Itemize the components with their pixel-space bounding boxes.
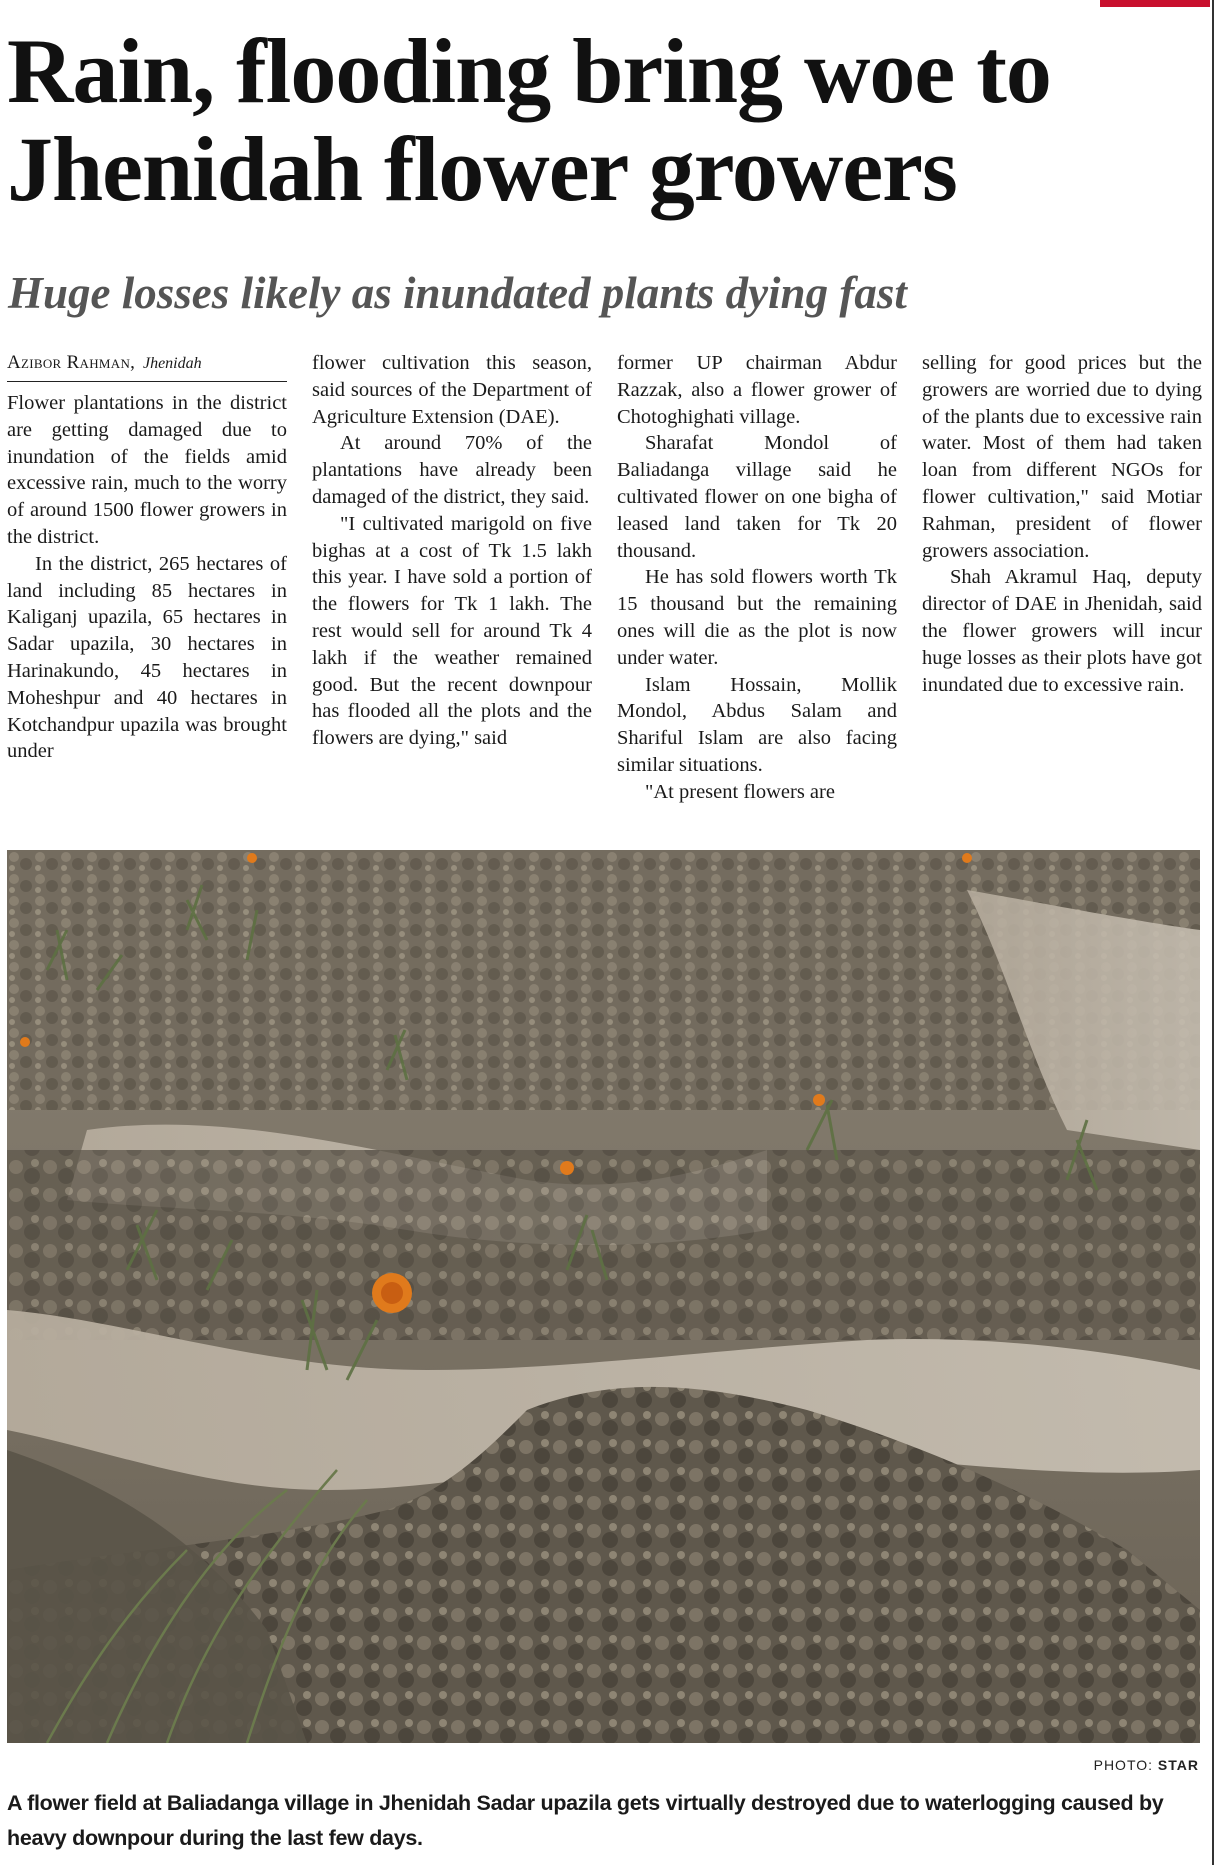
paragraph: Sharafat Mondol of Baliadanga village said he cultivated flower on one bigha of leased land taken for Tk 20 thousand. [617,432,897,562]
paragraph: He has sold flowers worth Tk 15 thousand but the remaining ones will die as the plot is now under water. [617,566,897,669]
paragraph: Flower plantations in the district are getting damaged due to inundation of the fields amid excessive rain, much to the worry of around 1500 flower growers in the district. [7,392,287,548]
photo-caption: A flower field at Baliadanga village in Jhenidah Sadar upazila gets virtually destroyed due to waterlogging caused by heavy downpour during the last few days. [7,1791,1164,1850]
byline [7,350,287,382]
paragraph: selling for good prices but the growers are worried due to dying of the plants due to excessive rain water. Most of them had taken loan from different NGOs for flower cultivation," said Motiar Rahman, president of flower growers association. [922,352,1202,562]
subheadline: Huge losses likely as inundated plants dying fast [8,268,907,318]
photo-illustration [7,850,1200,1743]
marigold-flower [20,1037,30,1047]
marigold-flower [247,853,257,863]
paragraph: Shah Akramul Haq, deputy director of DAE in Jhenidah, said the flower growers will incur huge losses as their plots have got inundated due to excessive rain. [922,566,1202,696]
paragraph: flower cultivation this season, said sources of the Department of Agriculture Extension (DAE). [312,352,592,428]
marigold-flower [560,1161,574,1175]
article-body [7,350,1205,835]
photo-credit-prefix: PHOTO: [1093,1757,1154,1773]
byline-location: Jhenidah [142,355,202,372]
byline-author: Azibor Rahman, [7,352,136,373]
news-photo-flooded-flower-field [7,850,1200,1743]
photo-credit-source: STAR [1157,1757,1199,1773]
article-column-3 [617,350,897,835]
mud-ridge-middle [7,1150,1200,1340]
article-column-4 [922,350,1202,835]
photo-credit [1094,1757,1199,1773]
paragraph: "At present flowers are [645,780,835,803]
paragraph: former UP chairman Abdur Razzak, also a flower grower of Chotoghighati village. [617,352,897,428]
marigold-flower [962,853,972,863]
marigold-flower-center [381,1282,403,1304]
paragraph: Islam Hossain, Mollik Mondol, Abdus Salam and Shariful Islam are also facing similar situations. [617,673,897,776]
headline: Rain, flooding bring woe to Jhenidah flower growers [7,20,1051,220]
paragraph: "I cultivated marigold on five bighas at a cost of Tk 1.5 lakh this year. I have sold a portion of the flowers for Tk 1 lakh. The rest would sell for around Tk 4 lakh if the weather remained good. But the recent downpour has flooded all the plots and the flowers are dying," said [312,512,592,750]
article-column-1 [7,350,287,835]
marigold-flower [813,1094,825,1106]
paragraph: In the district, 265 hectares of land including 85 hectares in Kaliganj upazila, 65 hectares in Sadar upazila, 30 hectares in Harinakundo, 45 hectares in Moheshpur and 40 hectares in Kotchandpur upazila was brought under [7,552,287,763]
paragraph: At around 70% of the plantations have already been damaged of the district, they said. [312,432,592,508]
article-column-2 [312,350,592,835]
